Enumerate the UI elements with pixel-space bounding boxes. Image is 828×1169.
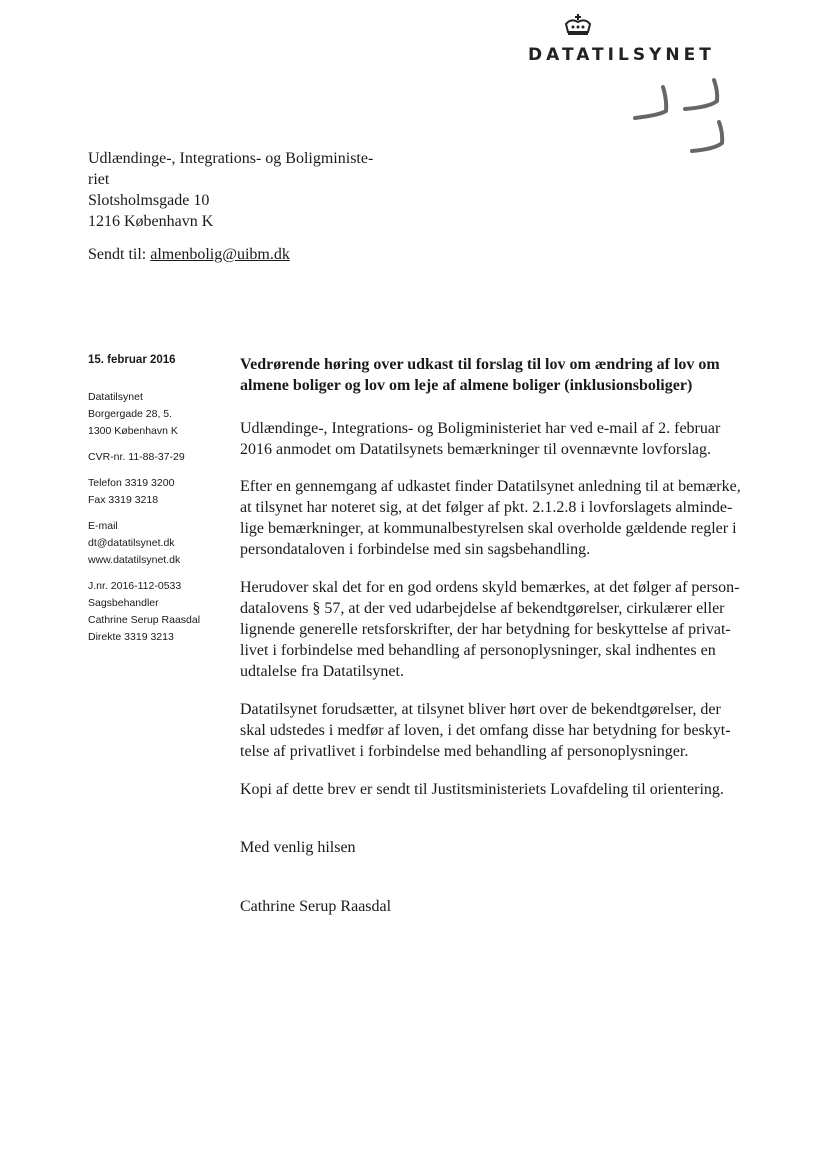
- paragraph-line: lige bemærkninger, at kommunalbestyrelsen skal overholde gældende regler i: [240, 520, 737, 537]
- address-line: riet: [88, 171, 110, 188]
- signature-name: Cathrine Serup Raasdal: [240, 898, 392, 915]
- paragraph-line: at tilsynet har noteret sig, at det følger af pkt. 2.1.2.8 i lovforslagets alminde-: [240, 499, 733, 516]
- recipient-address: [88, 148, 373, 232]
- paragraph-line: udtalelse fra Datatilsynet.: [240, 663, 404, 680]
- phone: Telefon 3319 3200: [88, 477, 175, 489]
- address-line: 1216 København K: [88, 213, 214, 230]
- closing: Med venlig hilsen: [240, 839, 356, 856]
- heading-line: Vedrørende høring over udkast til forslag til lov om ændring af lov om: [240, 356, 720, 373]
- letter-date: 15. februar 2016: [88, 354, 176, 366]
- letter-heading: [240, 354, 741, 396]
- fax: Fax 3319 3218: [88, 494, 159, 506]
- direct-phone: Direkte 3319 3213: [88, 631, 174, 643]
- org-line: Borgergade 28, 5.: [88, 408, 173, 420]
- org-line: Datatilsynet: [88, 391, 143, 403]
- paragraph: [240, 418, 741, 460]
- paragraph-line: datalovens § 57, at der ved udarbejdelse af bekendtgørelser, cirkulærer eller: [240, 600, 725, 617]
- sidebar-info: [88, 352, 200, 646]
- sent-to: [88, 246, 290, 264]
- case-handler-name: Cathrine Serup Raasdal: [88, 614, 201, 626]
- paragraph-line: Herudover skal det for en god ordens skyld bemærkes, at det følger af person-: [240, 579, 740, 596]
- sent-to-email-link[interactable]: almenbolig@uibm.dk: [150, 246, 290, 263]
- paragraph: [240, 476, 741, 560]
- paragraph-line: Datatilsynet forudsætter, at tilsynet bliver hørt over de bekendtgørelser, der: [240, 701, 721, 718]
- paragraph: [240, 779, 741, 800]
- paragraph-line: skal udstedes i medfør af loven, i det omfang disse har betydning for beskyt-: [240, 722, 731, 739]
- address-line: Slotsholmsgade 10: [88, 192, 210, 209]
- case-handler-label: Sagsbehandler: [88, 597, 159, 609]
- sent-to-label: Sendt til:: [88, 246, 147, 263]
- address-line: Udlændinge-, Integrations- og Boligministe-: [88, 150, 374, 167]
- paragraph-line: Efter en gennemgang af udkastet finder Datatilsynet anledning til at bemærke,: [240, 478, 741, 495]
- logo-wordmark: DATATILSYNET: [528, 45, 715, 65]
- email-link[interactable]: dt@datatilsynet.dk: [88, 537, 175, 549]
- paragraph-line: lignende generelle retsforskrifter, der har betydning for beskyttelse af privat-: [240, 621, 731, 638]
- crown-icon: [563, 14, 593, 41]
- paragraph-line: Kopi af dette brev er sendt til Justitsministeriets Lovafdeling til orientering.: [240, 781, 724, 798]
- cvr-number: CVR-nr. 11-88-37-29: [88, 451, 185, 463]
- paragraph: [240, 577, 741, 682]
- website-link[interactable]: www.datatilsynet.dk: [88, 554, 181, 566]
- paragraph-line: livet i forbindelse med behandling af personoplysninger, skal indhentes en: [240, 642, 716, 659]
- paragraph-line: Udlændinge-, Integrations- og Boligministeriet har ved e-mail af 2. februar: [240, 420, 721, 437]
- paragraph-line: telse af privatlivet i forbindelse med behandling af personoplysninger.: [240, 743, 689, 760]
- letter-body: [240, 354, 741, 917]
- email-label: E-mail: [88, 520, 118, 532]
- org-line: 1300 København K: [88, 425, 178, 437]
- paragraph-line: persondataloven i forbindelse med sin sagsbehandling.: [240, 541, 591, 558]
- paragraph-line: 2016 anmodet om Datatilsynets bemærkninger til ovennævnte lovforslag.: [240, 441, 712, 458]
- handwritten-marks: [630, 75, 740, 160]
- heading-line: almene boliger og lov om leje af almene boliger (inklusionsboliger): [240, 377, 693, 394]
- paragraph: [240, 699, 741, 762]
- case-number: J.nr. 2016-112-0533: [88, 580, 182, 592]
